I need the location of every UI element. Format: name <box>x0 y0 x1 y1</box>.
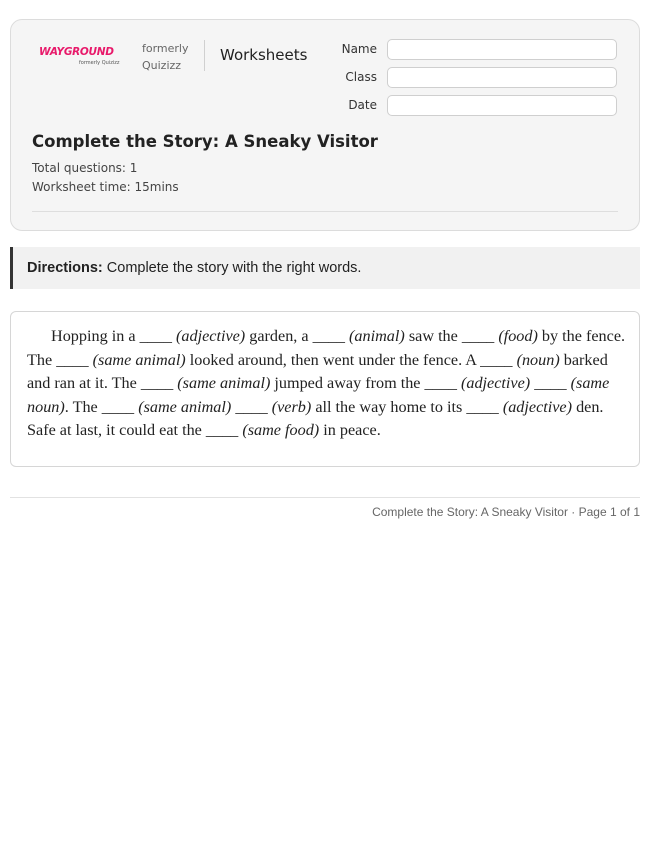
directions-label: Directions: <box>27 260 103 276</box>
class-label: Class <box>345 70 377 84</box>
wayground-logo <box>39 44 127 70</box>
footer-rule <box>10 497 640 498</box>
story-segment: by the fence. The ____ <box>27 327 626 369</box>
header-divider <box>204 40 205 71</box>
story-text <box>27 325 627 443</box>
blank-hint: (same noun) <box>27 374 610 416</box>
story-segment: den. Safe at last, it could eat the ____ <box>27 397 604 439</box>
logo-wordmark: WAYGROUND <box>39 46 114 58</box>
blank-hint: (same animal) <box>177 374 271 392</box>
directions-box <box>10 247 640 289</box>
blank-hint: (animal) <box>349 327 405 345</box>
question-card <box>10 311 640 467</box>
blank-hint: (noun) <box>516 350 560 369</box>
story-segment: ____ <box>231 397 272 416</box>
blank-hint: (adjective) <box>176 327 246 345</box>
name-field[interactable] <box>387 39 617 60</box>
class-field[interactable] <box>387 67 617 88</box>
page-footer: Complete the Story: A Sneaky Visitor · Page 1 of 1 <box>372 505 640 519</box>
name-label: Name <box>341 42 377 56</box>
blank-hint: (same animal) <box>92 350 186 369</box>
story-segment: looked around, then went under the fence. A ____ <box>185 350 517 369</box>
story-segment: barked and ran at it. The ____ <box>27 350 608 392</box>
date-field[interactable] <box>387 95 617 116</box>
formerly-quizizz-text: formerly Quizizz <box>142 42 189 72</box>
story-segment: garden, a ____ <box>245 327 350 345</box>
story-segment: saw the ____ <box>404 327 499 345</box>
app-title: Worksheets <box>220 46 308 64</box>
directions-text: Complete the story with the right words. <box>106 260 362 276</box>
blank-hint: (verb) <box>271 397 312 416</box>
worksheet-title: Complete the Story: A Sneaky Visitor <box>32 132 378 151</box>
story-segment: jumped away from the ____ <box>270 374 461 392</box>
date-label: Date <box>348 98 377 112</box>
blank-hint: (adjective) <box>502 397 573 416</box>
total-questions: Total questions: 1 <box>32 161 138 175</box>
blank-hint: (same food) <box>242 421 320 439</box>
story-segment: . The ____ <box>64 397 139 416</box>
logo-subtext: formerly Quizizz <box>79 60 120 66</box>
story-segment: all the way home to its ____ <box>311 397 503 416</box>
blank-hint: (same animal) <box>138 397 232 416</box>
story-segment: ____ <box>530 374 571 392</box>
blank-hint: (food) <box>498 327 538 345</box>
blank-hint: (adjective) <box>460 374 531 392</box>
story-segment: in peace. <box>319 421 381 439</box>
worksheet-time: Worksheet time: 15mins <box>32 180 179 194</box>
story-segment: Hopping in a ____ <box>51 327 176 345</box>
worksheet-header-card <box>10 19 640 231</box>
header-rule <box>32 211 618 212</box>
